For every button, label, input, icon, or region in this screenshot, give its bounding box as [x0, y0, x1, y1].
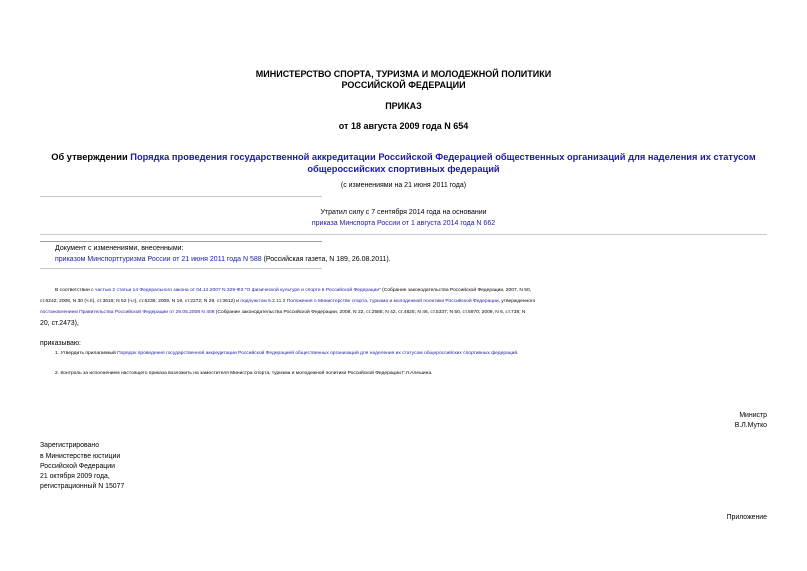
registration-number: регистрационный N 15077 — [40, 483, 125, 490]
law-329-link[interactable]: частью 2 статьи 14 Федерального закона от 04.12.2007 N 329-ФЗ "О физической культуре и спорте в Российской Федерации" — [94, 288, 381, 293]
procedure-link[interactable]: Порядок проведения государственной аккредитации Российской Федерацией общественных организаций для наделения их статусом общероссийских спортивных федераций — [117, 351, 518, 356]
government-decree-408-link[interactable]: постановлением Правительства Российской Федерации от 29.05.2008 N 408 — [40, 310, 215, 315]
signature-title: Министр — [739, 412, 767, 419]
title-procedure-link[interactable]: Порядка проведения государственной аккредитации Российской Федерацией общественных организаций для наделения их статусом общероссийских спортивных федераций — [130, 152, 756, 174]
preamble-line3: постановлением Правительства Российской Федерации от 29.05.2008 N 408 (Собрание законодательства Российской Федерации, 2008, N 22, ст.2585; N 42, ст.4825; N 46, ст.5337; N 50, ст.5970; 2009, N 6, ст.738; N — [40, 310, 526, 315]
divider-rule-bottom — [40, 268, 322, 269]
order-item-2: 2. Контроль за исполнением настоящего приказа возложить на заместителя Министра спорта, туризма и молодежной политики Российской Федерации Г.Л.Алешина. — [55, 371, 433, 376]
status-lost-force: Утратил силу с 7 сентября 2014 года на основании — [320, 209, 487, 216]
document-title — [40, 151, 767, 175]
ministry-name-line1: МИНИСТЕРСТВО СПОРТА, ТУРИЗМА И МОЛОДЕЖНОЙ ПОЛИТИКИ — [255, 69, 552, 79]
regulation-5-2-11-2-link[interactable]: подпунктом 5.2.11.2 Положения о Министерстве спорта, туризма и молодежной политики Российской Федерации — [240, 299, 499, 304]
changes-order-link[interactable]: приказом Минспорттуризма России от 21 июня 2011 года N 588 — [55, 256, 262, 263]
changes-label: Документ с изменениями, внесенными: — [55, 245, 184, 252]
preamble-line2: ст.6242; 2008, N 30 (ч.II), ст.3616; N 52 (ч.I), ст.6236; 2009, N 19, ст.2272; N 29, ст.3612) и подпунктом 5.2.11.2 Положения о Министерстве спорта, туризма и молодежной политики Российской Федерации, утвержденного — [40, 299, 536, 304]
registration-line3: Российской Федерации — [40, 463, 115, 470]
registration-line1: Зарегистрировано — [40, 442, 100, 449]
signature-name: В.Л.Мутко — [734, 422, 767, 429]
title-prefix: Об утверждении — [51, 152, 131, 162]
order-word: приказываю: — [40, 340, 81, 347]
registration-date: 21 октября 2009 года, — [40, 473, 110, 480]
amendments-note: (с изменениями на 21 июня 2011 года) — [340, 182, 467, 189]
divider-rule-short — [40, 241, 322, 242]
preamble-line4: 20, ст.2473), — [40, 320, 79, 327]
order-item-1: 1. Утвердить прилагаемый Порядок проведения государственной аккредитации Российской Федерацией общественных организаций для наделения их статусом общероссийских спортивных федераций. — [55, 351, 519, 356]
ministry-name-line2: РОССИЙСКОЙ ФЕДЕРАЦИИ — [341, 80, 466, 90]
divider-rule — [40, 196, 322, 197]
divider-rule-full — [40, 234, 767, 235]
document-date-number: от 18 августа 2009 года N 654 — [338, 121, 469, 131]
changes-entry — [55, 255, 391, 265]
document-type: ПРИКАЗ — [385, 101, 422, 111]
preamble-line1: В соответствии с частью 2 статьи 14 Федерального закона от 04.12.2007 N 329-ФЗ "О физической культуре и спорте в Российской Федерации" (Собрание законодательства Российской Федерации, 2007, N 50, — [55, 288, 532, 293]
appendix-label: Приложение — [726, 514, 767, 521]
changes-source: (Российская газета, N 189, 26.08.2011). — [261, 256, 391, 263]
status-repeal-order-link[interactable]: приказа Минспорта России от 1 августа 2014 года N 662 — [311, 220, 496, 227]
registration-line2: в Министерстве юстиции — [40, 453, 121, 460]
